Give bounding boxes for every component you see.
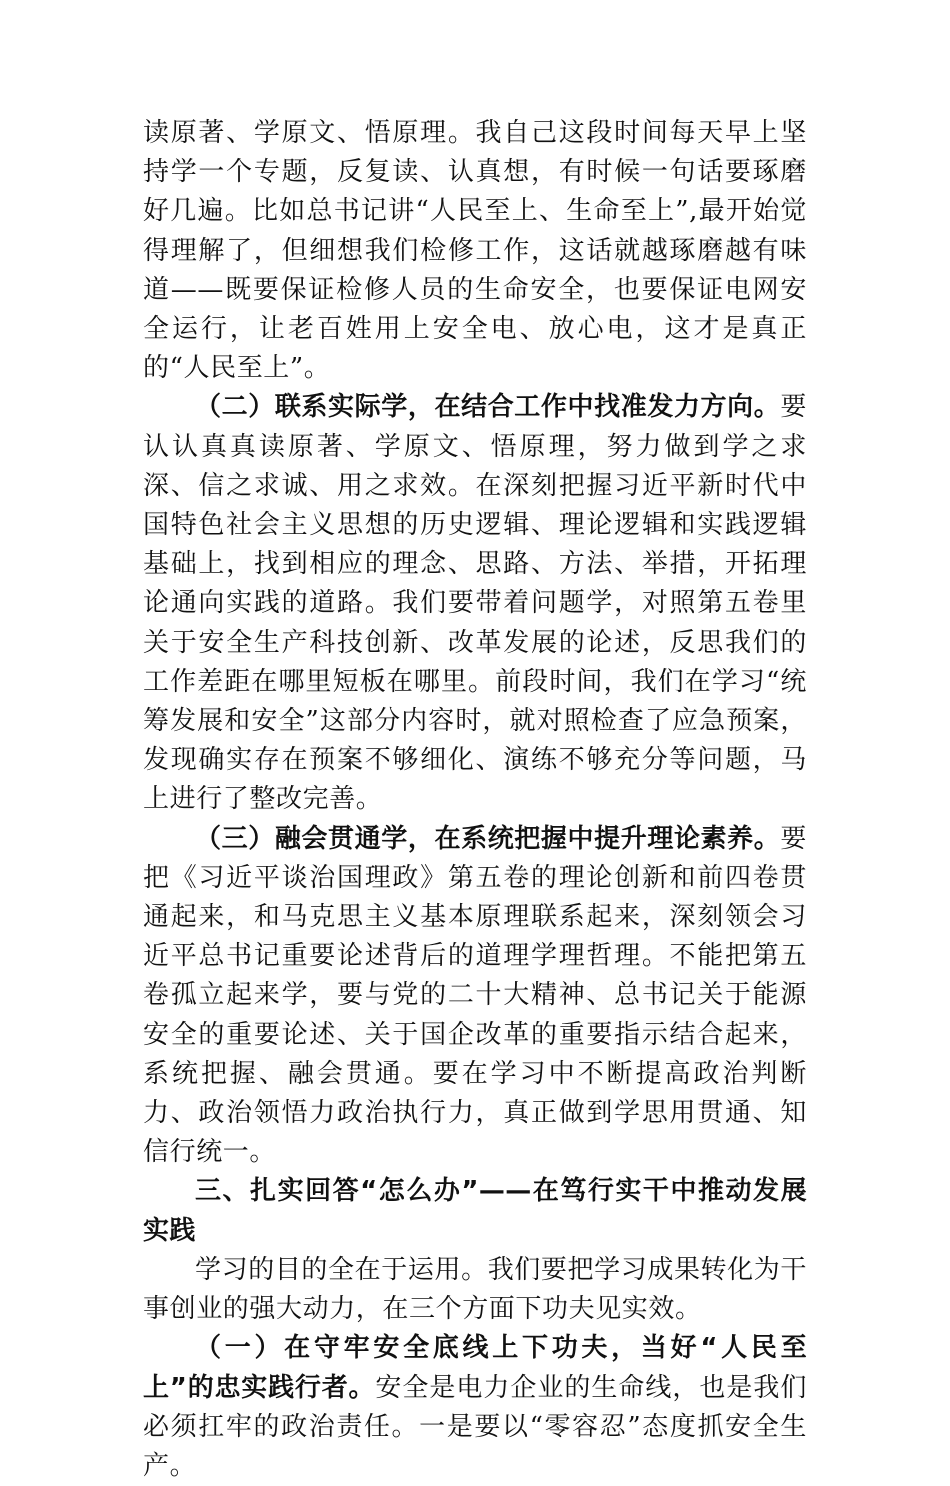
section-heading-3: 三、扎实回答“怎么办”——在笃行实干中推动发展实践 [143,1176,807,1246]
paragraph-2 [143,388,807,819]
paragraph-1: 读原著、学原文、悟原理。我自己这段时间每天早上坚持学一个专题，反复读、认真想，有时候一句话要琢磨好几遍。比如总书记讲“人民至上、生命至上”,最开始觉得理解了，但细想我们检修工作，这话就越琢磨越有味道——既要保证检修人员的生命安全，也要保证电网安全运行，让老百姓用上安全电、放心电，这才是真正的“人民至上”。 [143,118,807,384]
paragraph-5 [143,1329,807,1486]
paragraph-4: 学习的目的全在于运用。我们要把学习成果转化为干事创业的强大动力，在三个方面下功夫见实效。 [143,1254,807,1325]
document-body [143,114,807,1486]
paragraph-3-body: 要把《习近平谈治国理政》第五卷的理论创新和前四卷贯通起来，和马克思主义基本原理联系起来，深刻领会习近平总书记重要论述背后的道理学理哲理。不能把第五卷孤立起来学，要与党的二十大精神、总书记关于能源安全的重要论述、关于国企改革的重要指示结合起来，系统把握、融会贯通。要在学习中不断提高政治判断力、政治领悟力政治执行力，真正做到学思用贯通、知信行统一。 [143,823,807,1168]
subheading-3: （三）融会贯通学，在系统把握中提升理论素养。 [195,823,781,854]
subheading-2: （二）联系实际学，在结合工作中找准发力方向。 [195,392,781,423]
paragraph-2-body: 要认认真真读原著、学原文、悟原理，努力做到学之求深、信之求诚、用之求效。在深刻把握习近平新时代中国特色社会主义思想的历史逻辑、理论逻辑和实践逻辑基础上，找到相应的理念、思路、方法、举措，开拓理论通向实践的道路。我们要带着问题学，对照第五卷里关于安全生产科技创新、改革发展的论述，反思我们的工作差距在哪里短板在哪里。前段时间，我们在学习“统筹发展和安全”这部分内容时，就对照检查了应急预案，发现确实存在预案不够细化、演练不够充分等问题，马上进行了整改完善。 [143,392,807,815]
paragraph-5-body: 安全是电力企业的生命线，也是我们必须扛牢的政治责任。一是要以“零容忍”态度抓安全生产。 [143,1372,807,1481]
paragraph-3 [143,820,807,1173]
subheading-5: （一）在守牢安全底线上下功夫，当好“人民至上”的忠实践行者。 [143,1333,807,1403]
